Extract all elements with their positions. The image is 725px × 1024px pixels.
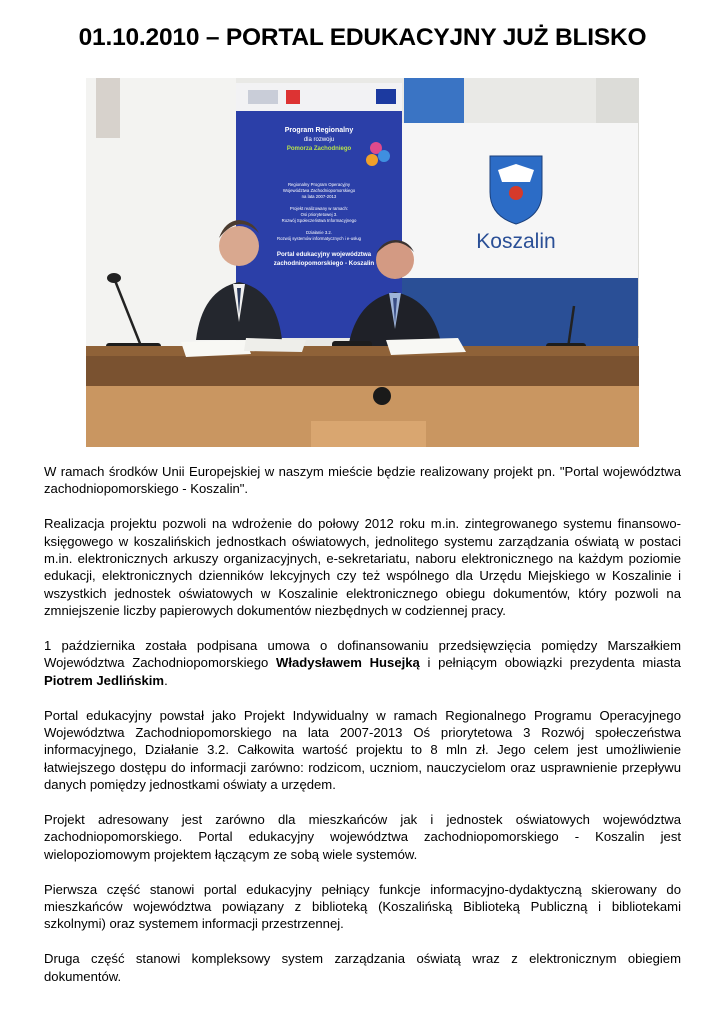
paragraph-3: 1 października została podpisana umowa o dofinansowaniu przedsięwzięcia pomiędzy Marszałkiem Województwa Zachodniopomorskiego Władysławem Husejką i pełniącym obowiązki prezydenta miasta Piotrem Jedlińskim.: [44, 638, 681, 688]
photo-illustration: [86, 78, 639, 447]
article-body: [44, 463, 681, 1002]
svg-text:Rozwój Społeczeństwa Informacy: Rozwój Społeczeństwa Informacyjnego: [281, 218, 357, 223]
svg-text:Portal edukacyjny województwa: Portal edukacyjny województwa: [276, 251, 372, 258]
paragraph-7: Druga część stanowi kompleksowy system zarządzania oświatą wraz z elektronicznym obiegiem dokumentów.: [44, 951, 681, 984]
svg-text:dla rozwoju: dla rozwoju: [303, 137, 335, 143]
president-name: Piotrem Jedlińskim: [44, 672, 165, 688]
page-title: 01.10.2010 – PORTAL EDUKACYJNY JUŻ BLISKO: [78, 24, 647, 51]
paragraph-5: Projekt adresowany jest zarówno dla mieszkańców jak i jednostek oświatowych województwa zachodniopomorskiego. Portal edukacyjny województwa zachodniopomorskiego - Koszalin jest wielopoziomowym projektem łączącym ze sobą wiele systemów.: [44, 812, 681, 862]
svg-text:zachodniopomorskiego - Koszali: zachodniopomorskiego - Koszalin: [273, 260, 375, 267]
signing-ceremony-photo: [86, 78, 639, 447]
svg-text:Rozwój systemów informatycznyc: Rozwój systemów informatycznych i e-usług: [276, 236, 362, 241]
banner-city: Koszalin: [476, 230, 556, 253]
paragraph-1: W ramach środków Unii Europejskiej w naszym mieście będzie realizowany projekt pn. "Portal województwa zachodniopomorskiego - Koszalin".: [44, 464, 681, 497]
svg-text:na lata 2007-2013: na lata 2007-2013: [301, 194, 337, 199]
paragraph-6: Pierwsza część stanowi portal edukacyjny pełniący funkcje informacyjno-dydaktyczną skierowany do mieszkańców województwa powiązany z biblioteką (Koszalińską Biblioteką Publiczną i bibliotekami szkolnymi) oraz systemem informacji przestrzennej.: [44, 881, 681, 932]
paragraph-4: Portal edukacyjny powstał jako Projekt Indywidualny w ramach Regionalnego Programu Operacyjnego Województwa Zachodniopomorskiego na lata 2007-2013 Oś priorytetowa 3 Rozwój społeczeństwa informacyjnego, Działanie 3.2. Całkowita wartość projektu to 8 mln zł. Jego celem jest umożliwienie łatwiejszego dostępu do informacji zarówno: rodzicom, uczniom, nauczycielom oraz usprawnienie przepływu danych pomiędzy jednostkami oświaty a urzędem.: [44, 707, 681, 793]
svg-text:Działanie 3.2.: Działanie 3.2.: [305, 230, 333, 235]
svg-text:Projekt realizowany w ramach:: Projekt realizowany w ramach:: [289, 206, 349, 211]
svg-text:Pomorza Zachodniego: Pomorza Zachodniego: [286, 146, 352, 152]
banner-heading: Program Regionalny: [284, 127, 354, 134]
svg-text:Osi priorytetowej 3.: Osi priorytetowej 3.: [300, 212, 338, 217]
marshal-name: Władysławem Husejką: [276, 655, 420, 671]
paragraph-2: Realizacja projektu pozwoli na wdrożenie do połowy 2012 roku m.in. zintegrowanego systemu finansowo-księgowego w koszalińskich jednostkach oświatowych, jednolitego systemu zarządzania oświatą w postaci m.in. elektronicznych arkuszy organizacyjnych, e-sekretariatu, naboru elektronicznego na każdym poziomie edukacji, elektronicznych dzienników lekcyjnych czy też wspólnego dla Urzędu Miejskiego w Koszalinie i wszystkich jednostek oświatowych w Koszalinie elektronicznego obiegu dokumentów, który pozwoli na zmniejszenie liczby papierowych dokumentów niezbędnych w codziennej pracy.: [44, 516, 681, 619]
svg-text:Województwa Zachodniopomorskie: Województwa Zachodniopomorskiego: [282, 188, 356, 193]
svg-text:Regionalny Program Operacyjny: Regionalny Program Operacyjny: [287, 182, 351, 187]
